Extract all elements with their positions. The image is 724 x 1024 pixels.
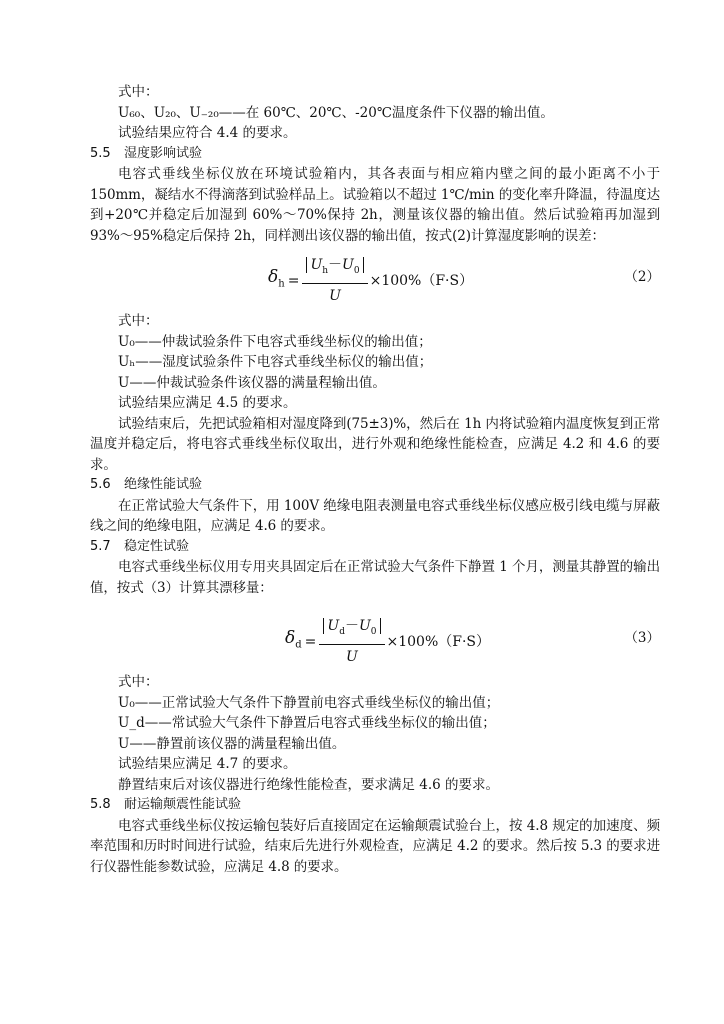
formula-fraction	[302, 255, 367, 307]
formula-numerator: $U_h-U_0$	[302, 255, 367, 284]
paragraph: 在正常试验大气条件下，用 100V 绝缘电阻表测量电容式垂线坐标仪感应极引线电缆与屏蔽线之间的绝缘电阻，应满足 4.6 的要求。	[90, 497, 660, 534]
paragraph: 试验结束后，先把试验箱相对湿度降到(75±3)%，然后在 1h 内将试验箱内温度恢复到正常温度并稳定后，将电容式垂线坐标仪取出，进行外观和绝缘性能检查，应满足 4.2 和 4.6 的要求。	[90, 415, 660, 473]
variable-definition: U₀——仲裁试验条件下电容式垂线坐标仪的输出值；	[118, 333, 432, 350]
result-requirement: 试验结果应满足 4.5 的要求。	[118, 395, 297, 411]
formula-symbol: $\delta_h$	[268, 266, 285, 290]
formula-numerator: $U_d-U_0$	[319, 616, 384, 645]
paragraph: 电容式垂线坐标仪放在环境试验箱内，其各表面与相应箱内壁之间的最小距离不小于 150mm，凝结水不得滴落到试验样品上。试验箱以不超过 1℃/min 的变化率升降温，待温度达到+20℃并稳定后加湿到 60%～70%保持 2h，测量该仪器的输出值。然后试验箱再加湿到 93%～95%稳定后保持 2h，同样测出该仪器的输出值，按式(2)计算湿度影响的误差：	[90, 166, 660, 244]
formula-expression: $\delta_d$ = $\frac{U_d-U_0}{U}$ ×100%（F·S）	[285, 616, 490, 668]
formula-fraction	[319, 616, 384, 668]
section-title: 耐运输颠震性能试验	[124, 797, 242, 812]
paragraph: 电容式垂线坐标仪按运输包装好后直接固定在运输颠震试验台上，按 4.8 规定的加速度、频率范围和历时时间进行试验，结束后先进行外观检查，应满足 4.2 的要求。然后按 5.3 的要求进行仪器性能参数试验，应满足 4.8 的要求。	[90, 817, 660, 875]
formula-number: （2）	[624, 269, 660, 285]
formula-expression: $\delta_h$ = $\frac{U_h-U_0}{U}$ ×100%（F·S）	[268, 255, 473, 307]
formula-2	[90, 251, 660, 305]
result-requirement: 试验结果应符合 4.4 的要求。	[118, 125, 297, 141]
follow-up-requirement: 静置结束后对该仪器进行绝缘性能检查，要求满足 4.6 的要求。	[118, 776, 500, 793]
section-heading-5-8	[90, 795, 660, 816]
section-heading-5-7	[90, 537, 660, 558]
variable-definition: U——静置前该仪器的满量程输出值。	[118, 735, 346, 752]
section-number: 5.6	[90, 477, 111, 492]
section-title: 绝缘性能试验	[124, 477, 203, 492]
result-requirement: 试验结果应满足 4.7 的要求。	[118, 756, 297, 772]
where-label: 式中：	[118, 674, 159, 690]
section-title: 湿度影响试验	[124, 145, 203, 161]
formula-tail: ×100%（F·S）	[369, 272, 474, 289]
formula-denominator: U	[346, 649, 358, 666]
section-title: 稳定性试验	[124, 538, 190, 554]
where-label: 式中：	[118, 84, 159, 100]
section-number: 5.8	[90, 797, 111, 812]
variable-definition: U₆₀、U₂₀、U₋₂₀——在 60℃、20℃、-20℃温度条件下仪器的输出值。	[118, 104, 554, 121]
variable-definition: U_d——常试验大气条件下静置后电容式垂线坐标仪的输出值；	[118, 715, 496, 731]
formula-number: （3）	[624, 630, 660, 646]
section-number: 5.5	[90, 145, 111, 161]
paragraph: 电容式垂线坐标仪用专用夹具固定后在正常试验大气条件下静置 1 个月，测量其静置的输出值，按式（3）计算其漂移量：	[90, 559, 660, 596]
variable-definition: Uₕ——湿度试验条件下电容式垂线坐标仪的输出值；	[118, 354, 433, 370]
formula-denominator: U	[329, 288, 341, 305]
variable-definition: U——仲裁试验条件该仪器的满量程输出值。	[118, 374, 386, 391]
variable-definition: U₀——正常试验大气条件下静置前电容式垂线坐标仪的输出值；	[118, 694, 500, 711]
document-page	[90, 82, 660, 877]
formula-symbol: $\delta_d$	[285, 627, 302, 651]
formula-3	[90, 612, 660, 666]
where-label: 式中：	[118, 313, 159, 329]
formula-tail: ×100%（F·S）	[386, 633, 491, 650]
section-number: 5.7	[90, 538, 111, 554]
section-heading-5-5	[90, 144, 660, 165]
section-heading-5-6	[90, 475, 660, 496]
